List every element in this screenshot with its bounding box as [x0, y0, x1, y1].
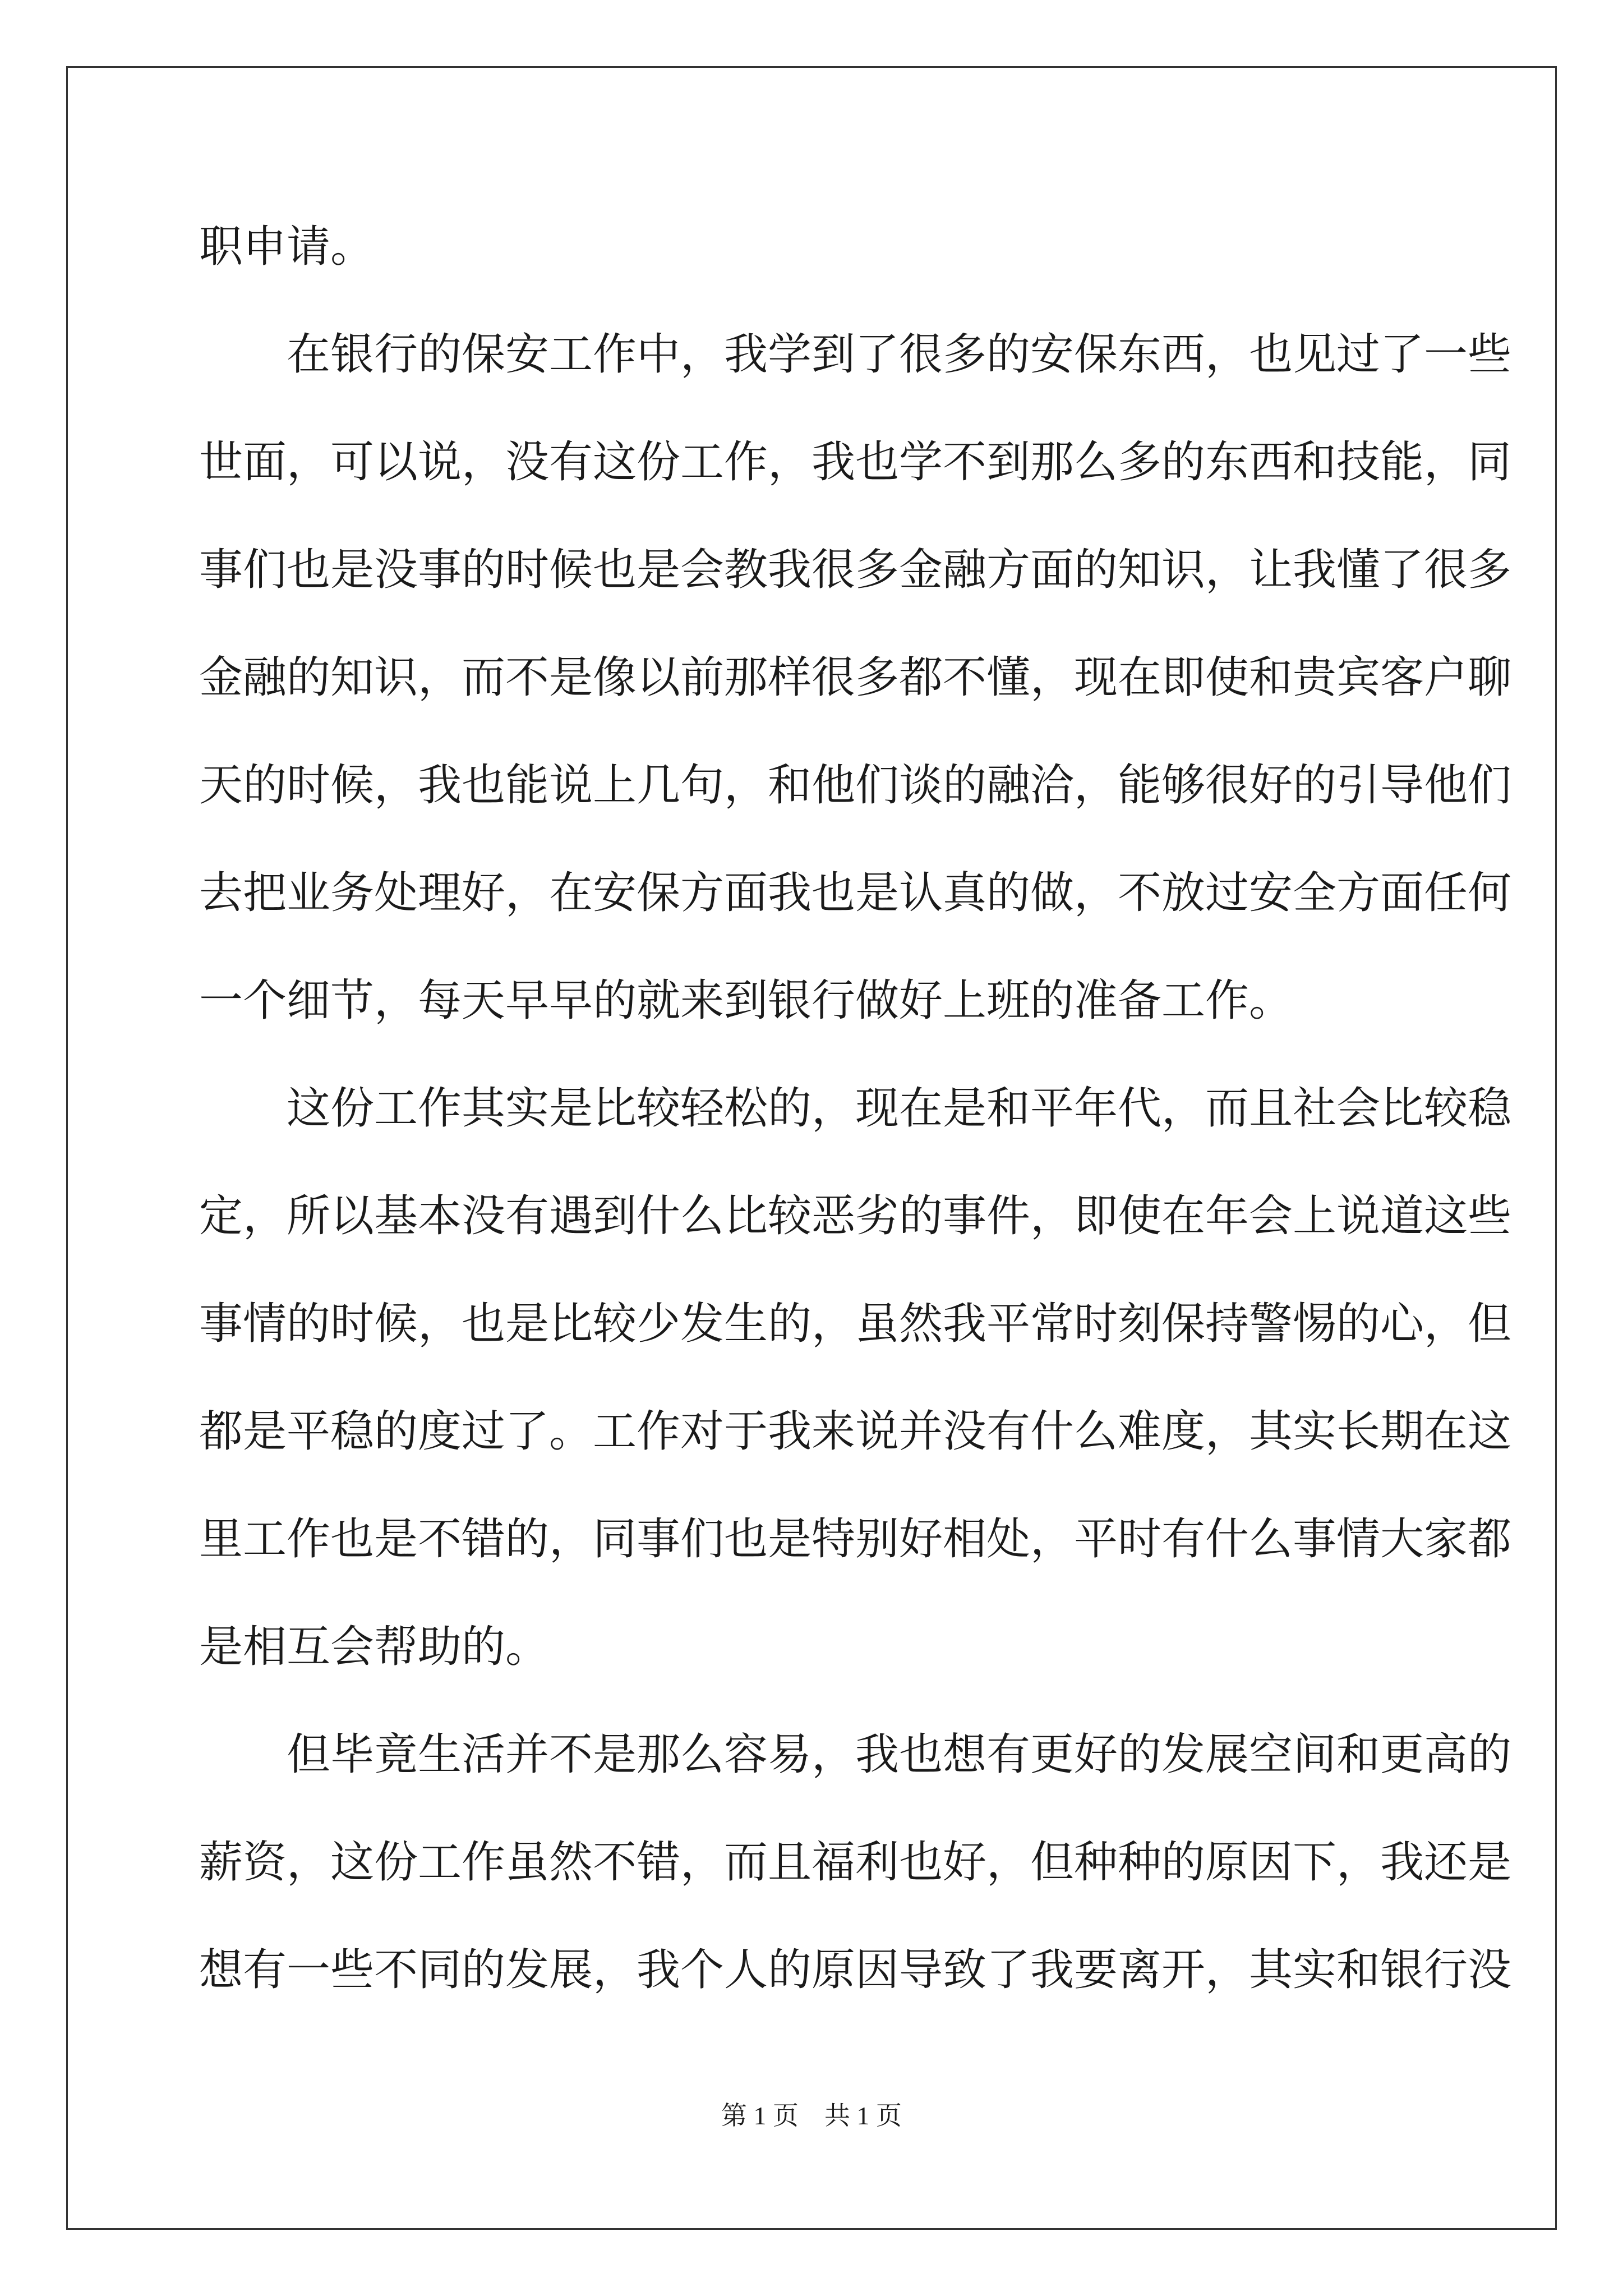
page-number-footer: 第 1 页 共 1 页: [721, 2101, 902, 2130]
text-line: 想有一些不同的发展，我个人的原因导致了我要离开，其实和银行没: [199, 1945, 1512, 1995]
paragraph-work-environment: [199, 1064, 1512, 1710]
paragraph-continuation: [199, 202, 1427, 310]
text-line: 去把业务处理好，在安保方面我也是认真的做，不放过安全方面任何: [199, 868, 1512, 918]
text-line: 薪资，这份工作虽然不错，而且福利也好，但种种的原因下，我还是: [199, 1837, 1512, 1888]
text-line: 都是平稳的度过了。工作对于我来说并没有什么难度，其实长期在这: [199, 1406, 1512, 1457]
text-line: 世面，可以说，没有这份工作，我也学不到那么多的东西和技能，同: [199, 437, 1512, 487]
text-line: 事情的时候，也是比较少发生的，虽然我平常时刻保持警惕的心，但: [199, 1299, 1512, 1349]
text-line: 事们也是没事的时候也是会教我很多金融方面的知识，让我懂了很多: [199, 545, 1512, 595]
text-line: 职申请。: [199, 222, 375, 272]
text-line: 天的时候，我也能说上几句，和他们谈的融洽，能够很好的引导他们: [199, 760, 1512, 811]
text-line: 是相互会帮助的。: [199, 1622, 550, 1672]
text-line: 定，所以基本没有遇到什么比较恶劣的事件，即使在年会上说道这些: [199, 1191, 1512, 1241]
text-line: 金融的知识，而不是像以前那样很多都不懂，现在即使和贵宾客户聊: [199, 652, 1512, 703]
text-line: 里工作也是不错的，同事们也是特别好相处，平时有什么事情大家都: [199, 1514, 1512, 1565]
text-line: 但毕竟生活并不是那么容易，我也想有更好的发展空间和更高的: [287, 1729, 1512, 1780]
text-line: 一个细节，每天早早的就来到银行做好上班的准备工作。: [199, 976, 1293, 1026]
paragraph-work-experience: [199, 310, 1512, 1064]
document-body: [199, 202, 1512, 2033]
text-line: 这份工作其实是比较轻松的，现在是和平年代，而且社会比较稳: [287, 1083, 1512, 1134]
paragraph-reason-for-leaving: [199, 1710, 1512, 2033]
text-line: 在银行的保安工作中，我学到了很多的安保东西，也见过了一些: [287, 329, 1512, 380]
